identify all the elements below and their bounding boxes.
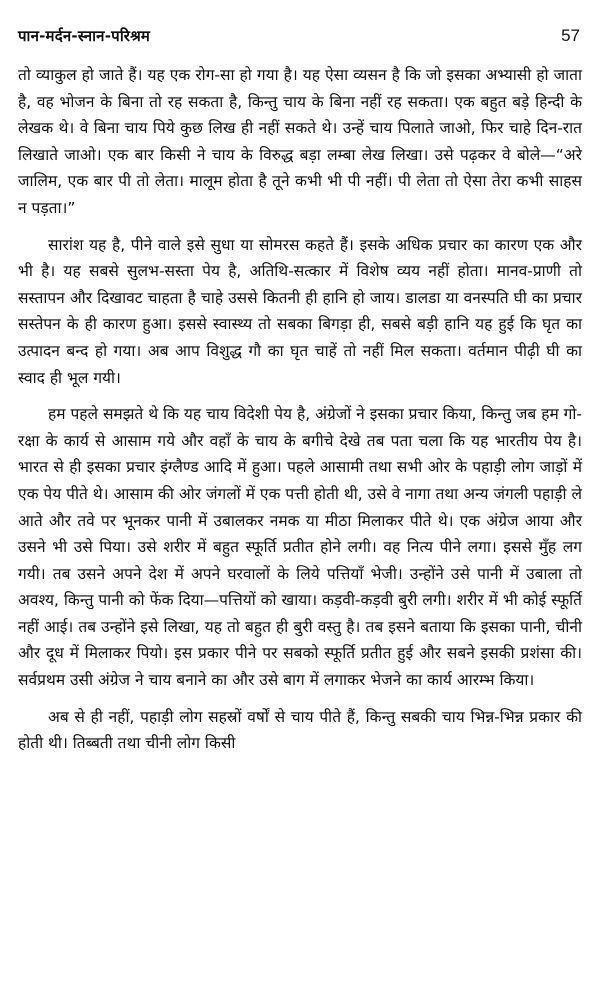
running-head <box>18 26 582 52</box>
paragraph: हम पहले समझते थे कि यह चाय विदेशी पेय है, अंग्रेजों ने इसका प्रचार किया, किन्तु जब हम गो-रक्षा के कार्य से आसाम गये और वहाँ के चाय के बगीचे देखे तब पता चला कि यह भारतीय पेय है। भारत से ही इसका प्रचार इंग्लैण्ड आदि में हुआ। पहले आसामी तथा सभी ओर के पहाड़ी लोग जाड़ों में एक पेय पीते थे। आसाम की ओर जंगलों में एक पत्ती होती थी, उसे वे नागा तथा अन्य जंगली पहाड़ी ले आते और तवे पर भूनकर पानी में उबालकर नमक या मीठा मिलाकर पीते थे। एक अंग्रेज आया और उसने भी उसे पिया। उसे शरीर में बहुत स्फूर्ति प्रतीत होने लगी। वह नित्य पीने लगा। इससे मुँह लग गयी। तब उसने अपने देश में अपने घरवालों के लिये पत्तियाँ भेजी। उन्होंने उसे पानी में उबाला तो अवश्य, किन्तु पानी को फेंक दिया—पत्तियों को खाया। कड़वी-कड़वी बुरी लगी। शरीर में भी कोई स्फूर्ति नहीं आई। तब उन्होंने इसे लिखा, यह तो बहुत ही बुरी वस्तु है। तब इसने बताया कि इसका पानी, चीनी और दूध में मिलाकर पियो। इस प्रकार पीने पर सबको स्फूर्ति प्रतीत हुई और सबने इसकी प्रशंसा की। सर्वप्रथम उसी अंग्रेज ने चाय बनाने का और उसे बाग में लगाकर भेजने का कार्य आरम्भ किया। <box>18 405 582 690</box>
paragraph: सारांश यह है, पीने वाले इसे सुधा या सोमरस कहते हैं। इसके अधिक प्रचार का कारण एक और भी है। यह सबसे सुलभ-सस्ता पेय है, अतिथि-सत्कार में विशेष व्यय नहीं होता। मानव-प्राणी तो सस्तापन और दिखावट चाहता है चाहे उससे कितनी ही हानि हो जाय। डालडा या वनस्पति घी का प्रचार सस्तेपन के ही कारण हुआ। इससे स्वास्थ्य तो सबका बिगड़ा ही, सबसे बड़ी हानि यह हुई कि घृत का उत्पादन बन्द हो गया। अब आप विशुद्ध गौ का घृत चाहें तो नहीं मिल सकता। वर्तमान पीढ़ी घी का स्वाद ही भूल गयी। <box>18 235 582 387</box>
chapter-title: पान-मर्दन-स्नान-परिश्रम <box>18 27 151 45</box>
paragraph: अब से ही नहीं, पहाड़ी लोग सहस्रों वर्षों से चाय पीते हैं, किन्तु सबकी चाय भिन्न-भिन्न प्रकार की होती थी। तिब्बती तथा चीनी लोग किसी <box>18 707 582 753</box>
page-number: 57 <box>561 26 580 45</box>
paragraph-continued: तो व्याकुल हो जाते हैं। यह एक रोग-सा हो गया है। यह ऐसा व्यसन है कि जो इसका अभ्यासी हो जाता है, वह भोजन के बिना तो रह सकता है, किन्तु चाय के बिना नहीं रह सकता। एक बहुत बड़े हिन्दी के लेखक थे। वे बिना चाय पिये कुछ लिख ही नहीं सकते थे। उन्हें चाय पिलाते जाओ, फिर चाहे दिन-रात लिखाते जाओ। एक बार किसी ने चाय के विरुद्ध बड़ा लम्बा लेख लिखा। उसे पढ़कर वे बोले—“अरे जालिम, एक बार पी तो लेता। मालूम होता है तूने कभी भी पी नहीं। पी लेता तो ऐसा तेरा कभी साहस न पड़ता।” <box>18 66 582 217</box>
body-text <box>18 62 582 767</box>
